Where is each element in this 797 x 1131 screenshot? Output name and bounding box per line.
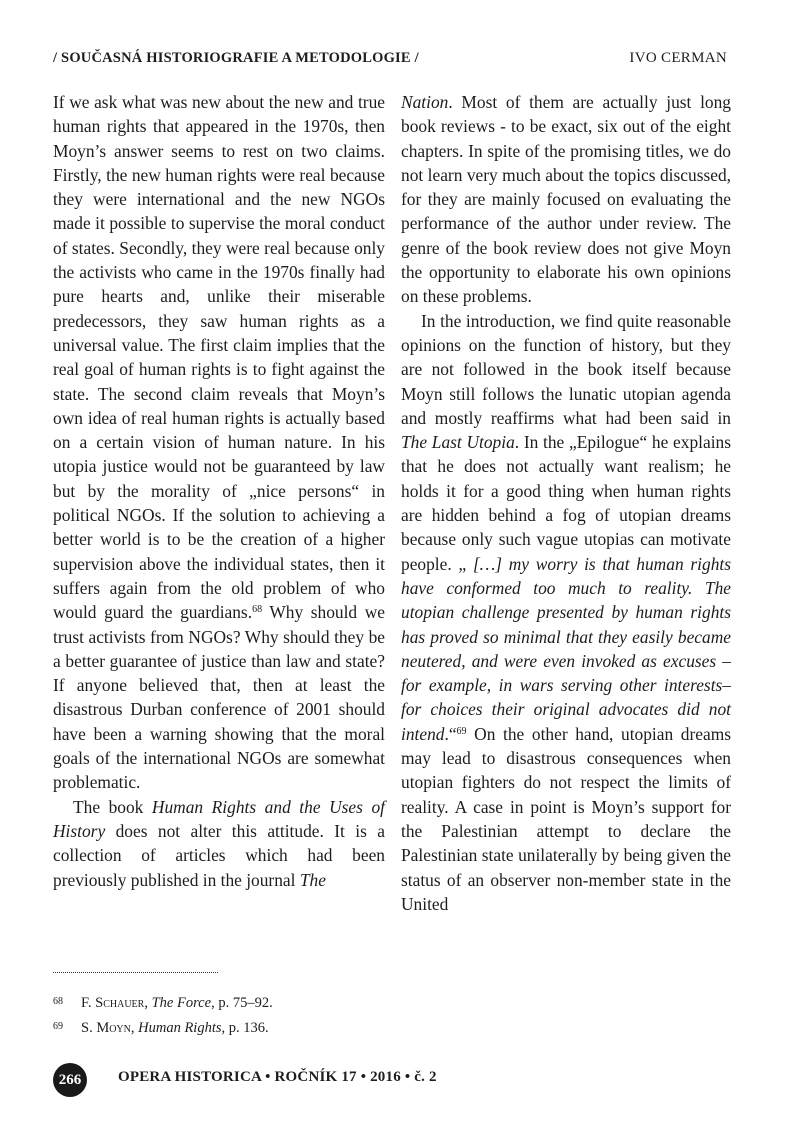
left-column [53, 90, 385, 892]
footnote-separator [53, 972, 218, 973]
footnote-pages: , p. 136. [221, 1020, 269, 1036]
journal-title-nation: Nation [401, 92, 449, 112]
left-paragraph-1-cont: Why should we trust activists from NGOs? Why should they be a better guarantee of justice than law and state? If anyone believed that, then at least the disastrous Durban conference of 2001 should have been a warning showing that the moral goals of the international NGOs are somewhat problematic. [53, 602, 385, 793]
right-column [401, 90, 731, 916]
footnote-number: 68 [53, 996, 63, 1007]
right-paragraph-2-text-b: . In the „Epilogue“ he explains that he does not actually want realism; he holds it for a good thing when human rights are hidden behind a fog of utopian dreams because only such vague utopias can motivate people. „ [401, 432, 731, 574]
left-paragraph-2 [53, 795, 385, 892]
footnote-separator-text: , [130, 1020, 139, 1036]
right-paragraph-1-text: . Most of them are actually just long book reviews - to be exact, six out of the eight chapters. In spite of the promising titles, we do not learn very much about the topics discussed, for they are mainly focused on evaluating the performance of the author under review. The genre of the book review does not give Moyn the opportunity to elaborate his own opinions on these problems. [401, 92, 731, 307]
left-paragraph-1-text: If we ask what was new about the new and true human rights that appeared in the 1970s, then Moyn’s answer seems to rest on two claims. Firstly, the new human rights were real because they were international and the new NGOs made it possible to supervise the moral conduct of states. Secondly, they were real because only the activists who came in the 1970s finally had pure hearts and, unlike their miserable predecessors, they saw human rights as a universal value. The first claim implies that the real goal of human rights is to fight against the state. The second claim reveals that Moyn’s own idea of real human rights is actually based on a certain vision of human nature. In his utopia justice would not be guaranteed by law but by the morality of „nice persons“ in political NGOs. If the solution to achieving a better world is to be the creation of a higher supervision above the individual states, then it suffers again from the old problem of who would guard the guardians. [53, 92, 385, 623]
footnote-separator-text: , [144, 995, 152, 1011]
footnote-pages: , p. 75–92. [211, 995, 273, 1011]
quotation-end: .“ [444, 723, 457, 744]
running-header-section: / SOUČASNÁ HISTORIOGRAFIE A METODOLOGIE / [53, 50, 419, 66]
page-number-badge: 266 [53, 1063, 87, 1097]
left-paragraph-2-text-a: The book [73, 796, 152, 817]
right-paragraph-2-text-c: On the other hand, utopian dreams may lead to disastrous consequences when utopian fighters do not respect the limits of reality. A case in point is Moyn’s support for the Palestinian attempt to declare the Palestinian state unilaterally by being given the status of an observer non-member state in the United [401, 723, 731, 914]
footnote-ref-69[interactable]: 69 [456, 725, 467, 737]
footnote-number: 69 [53, 1021, 63, 1032]
footnote-ref-68[interactable]: 68 [252, 604, 263, 616]
footnote-69 [53, 1020, 269, 1037]
left-paragraph-1 [53, 90, 385, 795]
journal-footer: OPERA HISTORICA • ROČNÍK 17 • 2016 • č. 2 [118, 1069, 437, 1085]
moyn-quotation: […] my worry is that human rights have conformed too much to reality. The utopian challenge presented by human rights has proved so minimal that they easily became neutered, and were even invoked as excuses – for example, in wars serving other interests–for choices their original advocates did not intend [401, 553, 731, 744]
left-paragraph-2-text-b: does not alter this attitude. It is a collection of articles which had been previously published in the journal [53, 820, 385, 890]
book-title-last-utopia: The Last Utopia [401, 432, 515, 453]
right-paragraph-1 [401, 90, 731, 309]
right-paragraph-2 [401, 309, 731, 916]
book-title-human-rights-uses-of-history: Human Rights and the Uses of History [53, 796, 385, 841]
footnote-title: Human Rights [138, 1020, 222, 1036]
footnote-title: The Force [151, 995, 212, 1011]
journal-title-the: The [299, 869, 326, 890]
footnote-68 [53, 995, 273, 1012]
right-paragraph-2-text-a: In the introduction, we find quite reasonable opinions on the function of history, but they are not followed in the book itself because Moyn still follows the lunatic utopian agenda and mostly reaffirms what had been said in [401, 310, 731, 428]
footnote-author: S. Moyn [81, 1020, 131, 1036]
running-header-author: IVO CERMAN [629, 50, 727, 66]
footnote-author: F. Schauer [81, 995, 145, 1011]
